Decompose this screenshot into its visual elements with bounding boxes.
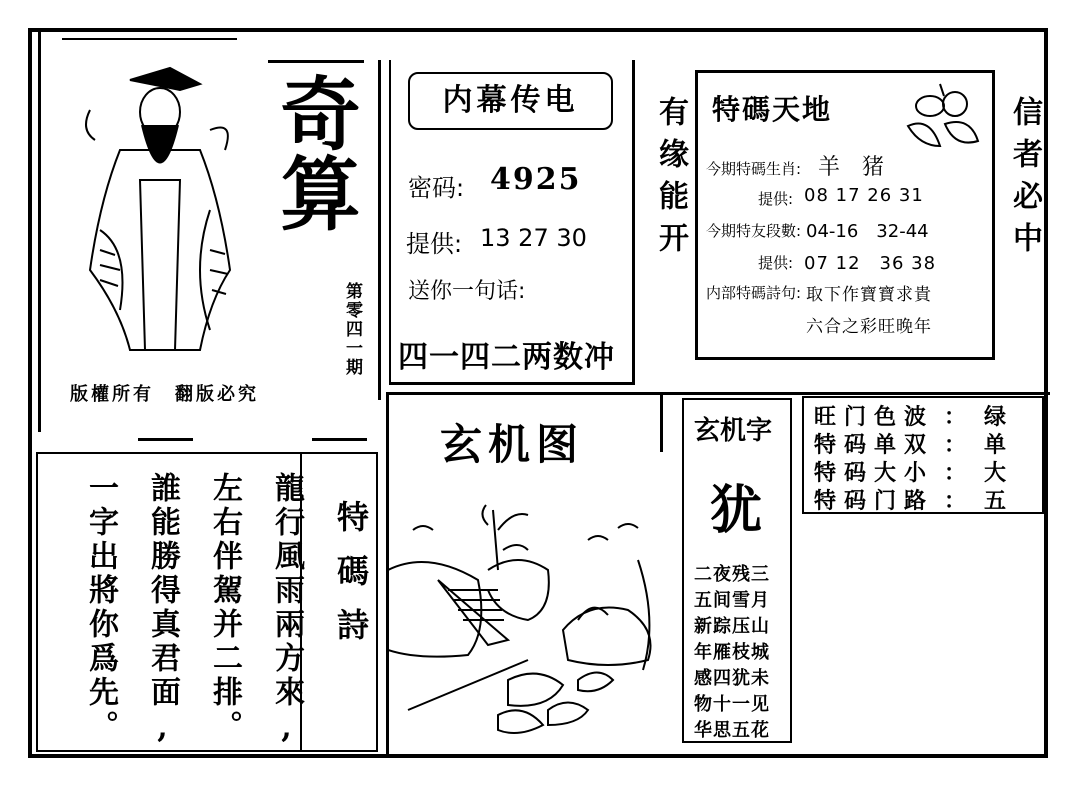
title-rule <box>268 60 364 63</box>
attributes-rows <box>814 400 1014 512</box>
phrase-label: 送你一句话: <box>408 279 526 304</box>
attribute-row <box>814 428 1014 456</box>
xuanji-title: 玄机图 <box>440 420 585 469</box>
xuanji-poem-line: 二夜残三 <box>694 564 770 585</box>
xuanji-poem-line: 华思五花 <box>694 720 770 741</box>
zodiac-value: 羊 猪 <box>818 155 885 180</box>
poem-column: 一字出將你爲先。 <box>83 472 118 744</box>
top-rule <box>62 38 237 40</box>
attribute-sep: ： <box>944 405 975 430</box>
xuanji-char-heading: 玄机字 <box>694 416 773 446</box>
poem-column: 龍行風雨兩方來, <box>269 472 304 749</box>
tema-heading: 特碼天地 <box>712 93 833 126</box>
provide2-value: 07 12 36 38 <box>804 253 937 274</box>
fate-right-text: 信者必中 <box>1007 96 1042 264</box>
code-value: 4925 <box>490 162 582 197</box>
attribute-value: 大 <box>984 461 1015 486</box>
zodiac-label: 今期特碼生肖: <box>706 160 802 178</box>
provide1-label: 提供: <box>758 190 794 208</box>
xuanji-poem-line: 五间雪月 <box>694 590 770 611</box>
tema-poem-line2: 六合之彩旺晚年 <box>806 317 932 337</box>
poem-title: 特碼詩 <box>332 500 370 662</box>
attribute-sep: ： <box>944 461 975 486</box>
range-label: 今期特友段數: <box>706 222 802 240</box>
poem-column: 左右伴駕并二排。 <box>207 472 242 744</box>
poem-top-rule-right <box>312 438 367 441</box>
attribute-sep: ： <box>944 433 975 458</box>
left-divider <box>38 32 41 432</box>
provide-value: 13 27 30 <box>480 224 587 252</box>
xuanji-poem <box>694 562 770 744</box>
phrase-text: 四一四二两数冲 <box>398 340 615 375</box>
tema-poem-line1: 取下作寶寶求貴 <box>806 285 932 305</box>
main-title: 奇算 <box>267 72 361 232</box>
attribute-sep: ： <box>944 489 975 514</box>
range-value: 04-16 32-44 <box>806 221 929 242</box>
inside-bottom-rule <box>389 382 635 385</box>
attribute-row <box>814 400 1014 428</box>
xuanji-top-right-rule <box>660 392 663 452</box>
center-left-divider <box>378 60 381 400</box>
attribute-row <box>814 456 1014 484</box>
xuanji-poem-line: 年雁枝城 <box>694 642 770 663</box>
xuanji-poem-line: 物十一见 <box>694 694 770 715</box>
xuanji-char: 犹 <box>710 480 763 541</box>
attribute-label: 特码单双 <box>814 433 935 458</box>
attribute-row <box>814 484 1014 512</box>
provide2-label: 提供: <box>758 254 794 272</box>
middle-rule <box>386 392 1050 395</box>
code-label: 密码: <box>408 174 465 202</box>
inside-left-rule <box>389 60 391 385</box>
attribute-value: 五 <box>984 489 1015 514</box>
copyright-notice: 版權所有 翻版必究 <box>70 384 259 405</box>
issue-number: 第零四一期 <box>342 282 362 377</box>
xuanji-poem-line: 感四犹未 <box>694 668 770 689</box>
inside-heading: 内幕传电 <box>408 72 613 130</box>
attribute-label: 特码大小 <box>814 461 935 486</box>
attribute-label: 旺门色波 <box>814 405 935 430</box>
xuanji-scene-illustration <box>388 480 680 750</box>
provide1-value: 08 17 26 31 <box>804 185 924 206</box>
deity-figure-illustration <box>60 50 240 360</box>
fate-left-text: 有缘能开 <box>653 96 688 264</box>
inside-right-rule <box>632 60 635 385</box>
tema-poem-label: 内部特碼詩句: <box>706 284 802 302</box>
provide-label: 提供: <box>406 230 463 258</box>
attribute-value: 单 <box>984 433 1015 458</box>
poem-column: 誰能勝得真君面, <box>145 472 180 749</box>
attribute-label: 特码门路 <box>814 489 935 514</box>
attribute-value: 绿 <box>984 405 1015 430</box>
poem-top-rule-left <box>138 438 193 441</box>
fruit-icon <box>900 76 984 156</box>
xuanji-poem-line: 新踪压山 <box>694 616 770 637</box>
